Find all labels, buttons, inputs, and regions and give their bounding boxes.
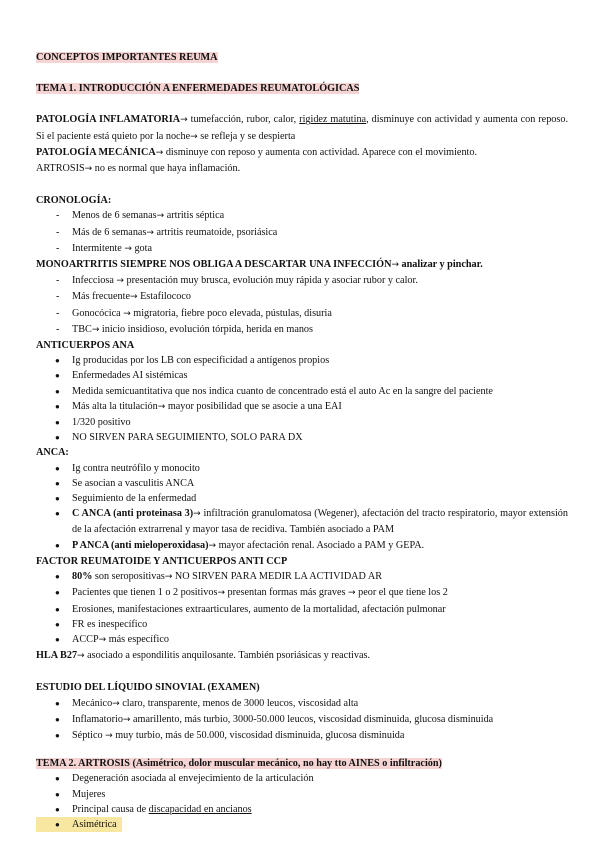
mecanica-paragraph: PATOLOGÍA MECÁNICA→ disminuye con reposo y aumenta con actividad. Aparece con el movimiento. [36,146,478,158]
list-item: - Más de 6 semanas→ artritis reumatoide, psoriásica [36,225,568,241]
monoartritis-heading: MONOARTRITIS SIEMPRE NOS OBLIGA A DESCARTAR UNA INFECCIÓN→ analizar y pinchar. [36,259,483,271]
list-item: - Intermitente → gota [36,241,568,257]
list-item: ● Pacientes que tienen 1 o 2 positivos→ presentan formas más graves → peor el que tiene los 2 [36,585,568,601]
list-item: ● Inflamatorio→ amarillento, más turbio, 3000-50.000 leucos, viscosidad disminuida, glucosa disminuida [36,712,568,728]
list-item: ● Enfermedades AI sistémicas [36,368,568,383]
list-item: - Menos de 6 semanas→ artritis séptica [36,208,568,224]
cronologia-heading: CRONOLOGÍA: [36,195,112,207]
list-item: ● Medida semicuantitativa que nos indica cuanto de concentrado está el auto Ac en la sangre del paciente [36,384,568,399]
ana-heading: ANTICUERPOS ANA [36,340,135,352]
list-item: ● 1/320 positivo [36,415,568,430]
list-item: - Infecciosa → presentación muy brusca, evolución muy rápida y asociar rubor y calor. [36,273,568,289]
list-item: ● Ig producidas por los LB con especificidad a antígenos propios [36,353,568,368]
ana-list [36,353,568,445]
list-item: ● Degeneración asociada al envejecimiento de la articulación [36,771,568,786]
list-item: ● Erosiones, manifestaciones extraarticulares, aumento de la mortalidad, afectación pulmonar [36,602,568,617]
list-item: ● C ANCA (anti proteinasa 3)→ infiltración granulomatosa (Wegener), afectación del tracto respiratorio, mayor extensión de la afectación extrarrenal y mayor tasa de recidiva. También asociado a PAM [36,506,568,537]
list-item: ● Mecánico→ claro, transparente, menos de 3000 leucos, viscosidad alta [36,696,568,712]
monoartritis-list [36,273,568,338]
fr-heading: FACTOR REUMATOIDE Y ANTICUERPOS ANTI CCP [36,555,288,567]
list-item: ● FR es inespecífico [36,617,568,632]
list-item: ● Principal causa de discapacidad en ancianos [36,802,568,817]
list-item: ● 80% son seropositivas→ NO SIRVEN PARA MEDIR LA ACTIVIDAD AR [36,569,568,585]
document-title: CONCEPTOS IMPORTANTES REUMA [36,52,218,63]
artrosis-paragraph: ARTROSIS→ no es normal que haya inflamación. [36,163,241,175]
list-item: - TBC→ inicio insidioso, evolución tórpida, herida en manos [36,322,568,338]
list-item: ● ACCP→ más específico [36,632,568,648]
inflamatoria-paragraph: PATOLOGÍA INFLAMATORIA→ tumefacción, rubor, calor, rigidez matutina, disminuye con actividad y aumenta con reposo. Si el paciente está quieto por la noche→ se refleja y se despierta [36,114,568,142]
list-item: - Más frecuente→ Estafilococo [36,289,568,305]
list-item-highlighted: ● Asimétrica [36,817,122,832]
liquido-heading: ESTUDIO DEL LÍQUIDO SINOVIAL (EXAMEN) [36,682,260,694]
hla-paragraph: HLA B27→ asociado a espondilitis anquilosante. También psoriásicas y reactivas. [36,650,370,662]
list-item: - Gonocócica → migratoria, fiebre poco elevada, pústulas, disuria [36,306,568,322]
liquido-list [36,696,568,745]
list-item: ● NO SIRVEN PARA SEGUIMIENTO, SOLO PARA DX [36,430,568,445]
cronologia-list [36,208,568,257]
list-item: ● Más alta la titulación→ mayor posibilidad que se asocie a una EAI [36,399,568,415]
anca-heading: ANCA: [36,447,69,459]
list-item: ● Seguimiento de la enfermedad [36,491,568,506]
tema2-list [36,771,568,832]
list-item: ● P ANCA (anti mieloperoxidasa)→ mayor afectación renal. Asociado a PAM y GEPA. [36,538,568,554]
tema1-heading: TEMA 1. INTRODUCCIÓN A ENFERMEDADES REUMATOLÓGICAS [36,83,360,95]
list-item: ● Séptico → muy turbio, más de 50.000, viscosidad disminuida, glucosa disminuida [36,728,568,744]
document-body [36,50,568,832]
list-item: ● Ig contra neutrófilo y monocito [36,461,568,476]
tema2-heading: TEMA 2. ARTROSIS (Asimétrico, dolor muscular mecánico, no hay tto AINES o infiltración) [36,758,442,770]
list-item: ● Mujeres [36,787,568,802]
anca-list [36,461,568,554]
fr-list [36,569,568,648]
list-item: ● Se asocian a vasculitis ANCA [36,476,568,491]
